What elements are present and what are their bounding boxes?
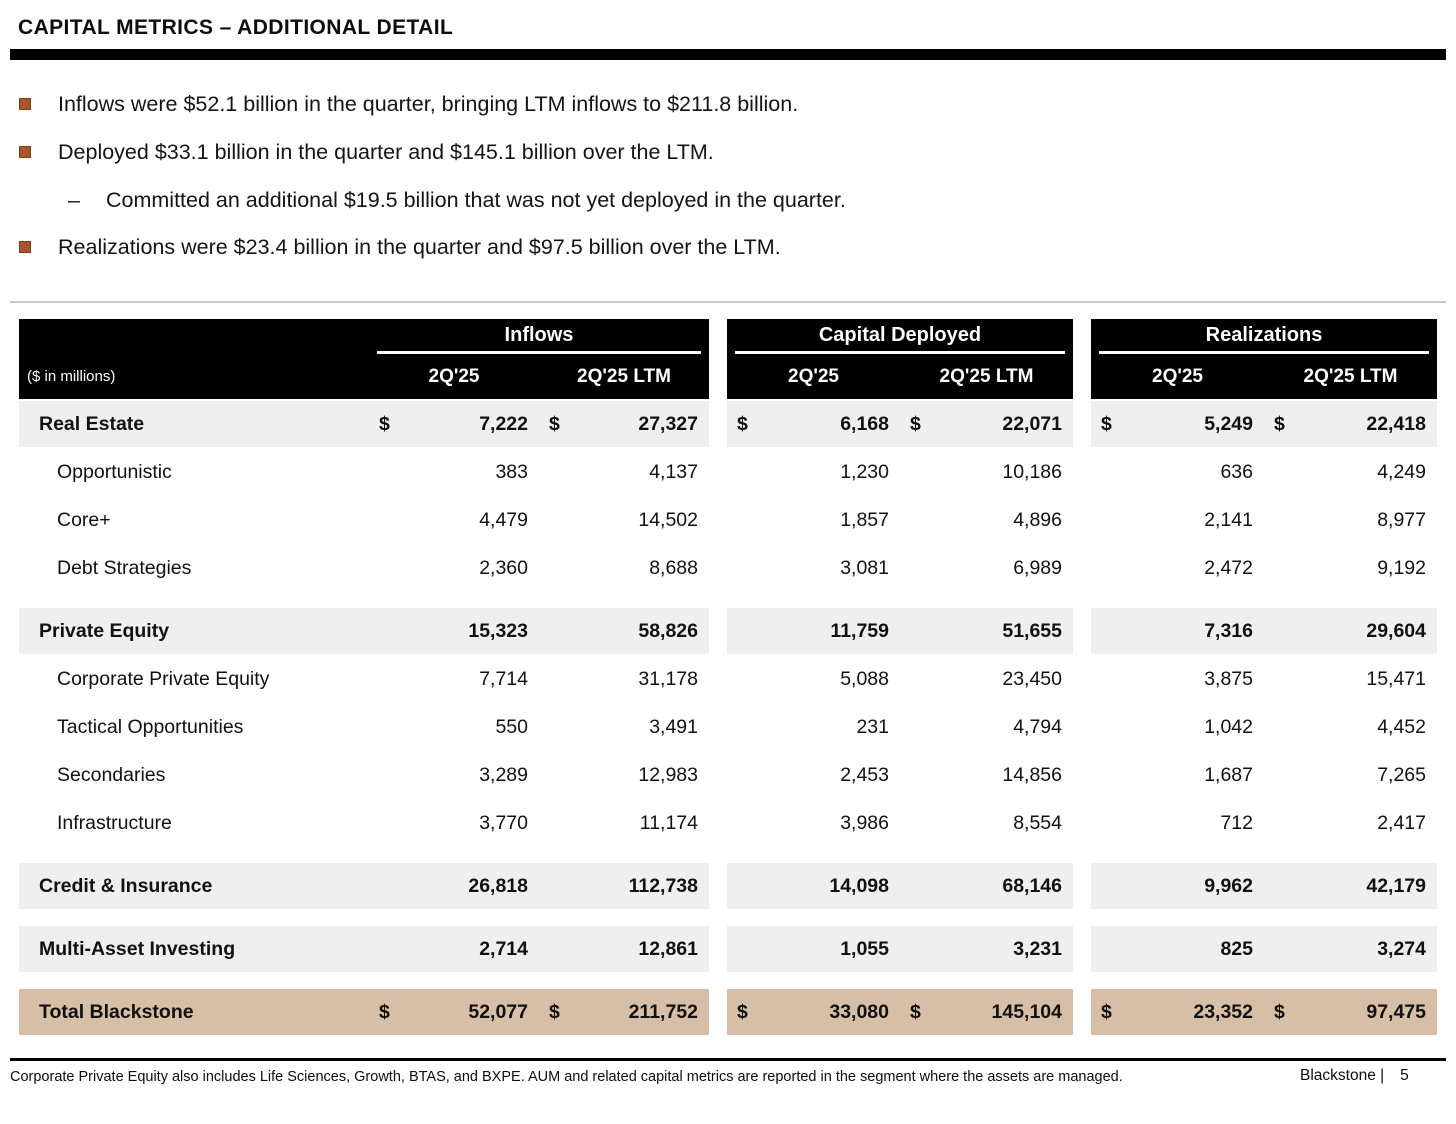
footer-brand — [1300, 1067, 1409, 1087]
table-row-multi-asset-investing — [19, 926, 1437, 972]
value: 22,418 — [1366, 412, 1426, 435]
value: 4,896 — [1013, 508, 1062, 531]
row-label: Private Equity — [39, 619, 170, 642]
value: 26,818 — [468, 874, 528, 897]
dollar-sign: $ — [910, 1000, 921, 1023]
value: 2,714 — [479, 937, 528, 960]
value: 211,752 — [628, 1000, 698, 1023]
bullet-list — [10, 92, 1446, 261]
value: 58,826 — [638, 619, 698, 642]
sub-bullet-item: – Committed an additional $19.5 billion that was not yet deployed in the quarter. — [10, 188, 1446, 214]
column-header: 2Q'25 LTM — [1303, 365, 1398, 387]
value-cell — [369, 863, 539, 909]
value-cell — [1091, 545, 1264, 591]
value-cell — [539, 608, 709, 654]
value: 8,977 — [1377, 508, 1426, 531]
table-row-private-equity — [19, 608, 1437, 654]
value: 51,655 — [1002, 619, 1062, 642]
value: 11,174 — [639, 811, 698, 834]
table-row-corporate-private-equity — [19, 656, 1437, 702]
value-cell — [727, 401, 900, 447]
table-row-tactical-opportunities — [19, 704, 1437, 750]
dollar-sign: $ — [737, 1000, 748, 1023]
value-cell — [1264, 656, 1437, 702]
value-cell — [727, 449, 900, 495]
dollar-sign: $ — [1101, 1000, 1112, 1023]
value-cell — [369, 989, 539, 1035]
column-header: 2Q'25 — [1152, 365, 1203, 387]
value: 23,352 — [1193, 1000, 1253, 1023]
value-cell — [1264, 449, 1437, 495]
value-cell — [900, 863, 1073, 909]
value: 52,077 — [468, 1000, 528, 1023]
value-cell — [369, 656, 539, 702]
value-cell — [727, 656, 900, 702]
value-cell — [1091, 401, 1264, 447]
value: 4,137 — [649, 460, 698, 483]
value: 12,983 — [638, 763, 698, 786]
value: 31,178 — [638, 667, 698, 690]
header-group-capital-deployed — [727, 319, 1073, 399]
value-cell — [1264, 497, 1437, 543]
value: 4,479 — [479, 508, 528, 531]
value-cell — [727, 800, 900, 846]
value-cell — [1264, 800, 1437, 846]
value: 2,141 — [1204, 508, 1253, 531]
value: 33,080 — [829, 1000, 889, 1023]
value: 3,491 — [649, 715, 698, 738]
group-title-inflows: Inflows — [377, 319, 701, 354]
value-cell — [1091, 497, 1264, 543]
value-cell — [539, 752, 709, 798]
table-row-credit-insurance — [19, 863, 1437, 909]
row-label: Multi-Asset Investing — [39, 937, 236, 960]
value-cell — [727, 989, 900, 1035]
value-cell — [369, 401, 539, 447]
value-cell — [1264, 989, 1437, 1035]
value-cell — [1264, 863, 1437, 909]
table-row-real-estate — [19, 401, 1437, 447]
value-cell — [539, 497, 709, 543]
value: 5,088 — [840, 667, 889, 690]
value-cell — [1264, 401, 1437, 447]
value: 383 — [495, 460, 528, 483]
row-label: Opportunistic — [57, 460, 172, 483]
header-group-realizations — [1091, 319, 1437, 399]
value-cell — [539, 449, 709, 495]
value-cell — [369, 752, 539, 798]
value-cell — [1264, 545, 1437, 591]
row-label: Core+ — [57, 508, 111, 531]
value: 712 — [1220, 811, 1253, 834]
row-label: Tactical Opportunities — [57, 715, 244, 738]
value: 4,794 — [1013, 715, 1062, 738]
value-cell — [1264, 752, 1437, 798]
value: 68,146 — [1002, 874, 1062, 897]
value: 3,875 — [1204, 667, 1253, 690]
footnote: Corporate Private Equity also includes Life Sciences, Growth, BTAS, and BXPE. AUM and related capital metrics are reported in the segment where the assets are managed. — [10, 1069, 1123, 1085]
page-number: 5 — [1400, 1067, 1409, 1085]
value-cell — [900, 656, 1073, 702]
value: 550 — [495, 715, 528, 738]
value: 2,360 — [479, 556, 528, 579]
group-title-realizations: Realizations — [1099, 319, 1429, 354]
bullet-item: Deployed $33.1 billion in the quarter and $145.1 billion over the LTM. — [10, 140, 1446, 166]
value-cell — [727, 608, 900, 654]
value-cell — [727, 497, 900, 543]
table-row-total-blackstone — [19, 989, 1437, 1035]
table-row-infrastructure — [19, 800, 1437, 846]
row-label: Infrastructure — [57, 811, 172, 834]
value: 1,857 — [840, 508, 889, 531]
column-header: 2Q'25 LTM — [939, 365, 1034, 387]
table-row-core — [19, 497, 1437, 543]
units-label: ($ in millions) — [27, 368, 116, 386]
value: 6,168 — [840, 412, 889, 435]
header-group-inflows — [19, 319, 709, 399]
value: 2,453 — [840, 763, 889, 786]
value: 9,962 — [1204, 874, 1253, 897]
value-cell — [369, 545, 539, 591]
dollar-sign: $ — [737, 412, 748, 435]
row-label: Corporate Private Equity — [57, 667, 270, 690]
table-row-secondaries — [19, 752, 1437, 798]
brand-label: Blackstone | — [1300, 1067, 1385, 1085]
value: 15,323 — [468, 619, 528, 642]
table-row-opportunistic — [19, 449, 1437, 495]
row-label: Real Estate — [39, 412, 145, 435]
column-header: 2Q'25 — [788, 365, 839, 387]
value-cell — [539, 926, 709, 972]
value-cell — [539, 545, 709, 591]
value-cell — [1091, 926, 1264, 972]
column-header: 2Q'25 — [428, 365, 480, 387]
column-header: 2Q'25 LTM — [577, 365, 671, 387]
value: 8,688 — [649, 556, 698, 579]
value: 23,450 — [1002, 667, 1062, 690]
row-label: Credit & Insurance — [39, 874, 213, 897]
value-cell — [1264, 926, 1437, 972]
value: 3,231 — [1013, 937, 1062, 960]
value: 14,502 — [638, 508, 698, 531]
value-cell — [369, 497, 539, 543]
value-cell — [1091, 989, 1264, 1035]
value-cell — [727, 752, 900, 798]
value-cell — [900, 926, 1073, 972]
value: 636 — [1220, 460, 1253, 483]
value: 11,759 — [830, 619, 889, 642]
value-cell — [900, 449, 1073, 495]
value-cell — [727, 926, 900, 972]
page-title: CAPITAL METRICS – ADDITIONAL DETAIL — [18, 16, 454, 39]
value: 14,856 — [1002, 763, 1062, 786]
value: 27,327 — [638, 412, 698, 435]
value: 42,179 — [1366, 874, 1426, 897]
value-cell — [727, 545, 900, 591]
value: 825 — [1220, 937, 1253, 960]
value-cell — [900, 989, 1073, 1035]
slide-footer — [10, 1058, 1446, 1087]
value: 1,042 — [1204, 715, 1253, 738]
table-top-divider — [10, 301, 1446, 303]
value-cell — [1091, 608, 1264, 654]
value: 14,098 — [829, 874, 889, 897]
value-cell — [539, 656, 709, 702]
dollar-sign: $ — [379, 1000, 390, 1023]
value: 231 — [856, 715, 889, 738]
value-cell — [369, 800, 539, 846]
dollar-sign: $ — [1274, 1000, 1285, 1023]
value-cell — [727, 863, 900, 909]
value: 145,104 — [991, 1000, 1062, 1023]
value-cell — [369, 926, 539, 972]
value-cell — [539, 989, 709, 1035]
dollar-sign: $ — [549, 412, 560, 435]
value-cell — [369, 608, 539, 654]
value: 9,192 — [1377, 556, 1426, 579]
value: 1,230 — [840, 460, 889, 483]
row-label: Total Blackstone — [39, 1000, 194, 1023]
value-cell — [900, 608, 1073, 654]
row-label: Debt Strategies — [57, 556, 192, 579]
value: 3,274 — [1377, 937, 1426, 960]
value: 2,417 — [1377, 811, 1426, 834]
value-cell — [900, 401, 1073, 447]
value-cell — [1091, 752, 1264, 798]
value-cell — [369, 449, 539, 495]
value-cell — [727, 704, 900, 750]
value: 12,861 — [638, 937, 698, 960]
value: 6,989 — [1013, 556, 1062, 579]
value: 3,081 — [840, 556, 889, 579]
value: 7,316 — [1204, 619, 1253, 642]
bullet-item: Inflows were $52.1 billion in the quarter, bringing LTM inflows to $211.8 billion. — [10, 92, 1446, 118]
value-cell — [900, 752, 1073, 798]
value-cell — [1091, 656, 1264, 702]
dollar-sign: $ — [1274, 412, 1285, 435]
value: 3,770 — [479, 811, 528, 834]
value-cell — [539, 863, 709, 909]
value-cell — [1264, 608, 1437, 654]
value: 97,475 — [1366, 1000, 1426, 1023]
value-cell — [900, 704, 1073, 750]
value-cell — [900, 800, 1073, 846]
value: 15,471 — [1366, 667, 1426, 690]
title-divider — [10, 49, 1446, 60]
value: 3,289 — [479, 763, 528, 786]
table-row-debt-strategies — [19, 545, 1437, 591]
dollar-sign: $ — [379, 412, 390, 435]
value: 7,714 — [479, 667, 528, 690]
dollar-sign: $ — [910, 412, 921, 435]
value: 4,452 — [1377, 715, 1426, 738]
value: 1,055 — [840, 937, 889, 960]
value: 5,249 — [1204, 412, 1253, 435]
dollar-sign: $ — [549, 1000, 560, 1023]
group-title-capital-deployed: Capital Deployed — [735, 319, 1065, 354]
value-cell — [539, 401, 709, 447]
value: 7,222 — [479, 412, 528, 435]
value: 1,687 — [1204, 763, 1253, 786]
value-cell — [900, 497, 1073, 543]
capital-metrics-table — [19, 319, 1437, 1035]
value-cell — [369, 704, 539, 750]
dollar-sign: $ — [1101, 412, 1112, 435]
row-label: Secondaries — [57, 763, 166, 786]
bullet-item: Realizations were $23.4 billion in the quarter and $97.5 billion over the LTM. — [10, 235, 1446, 261]
table-header-row — [19, 319, 1437, 399]
value: 10,186 — [1002, 460, 1062, 483]
value-cell — [900, 545, 1073, 591]
value-cell — [1264, 704, 1437, 750]
value-cell — [539, 800, 709, 846]
value: 2,472 — [1204, 556, 1253, 579]
footer-divider — [10, 1058, 1446, 1061]
value-cell — [1091, 863, 1264, 909]
value: 112,738 — [628, 874, 698, 897]
value: 3,986 — [840, 811, 889, 834]
value-cell — [539, 704, 709, 750]
value: 29,604 — [1366, 619, 1426, 642]
value-cell — [1091, 800, 1264, 846]
value: 7,265 — [1377, 763, 1426, 786]
value-cell — [1091, 449, 1264, 495]
value: 4,249 — [1377, 460, 1426, 483]
value: 8,554 — [1013, 811, 1062, 834]
value: 22,071 — [1002, 412, 1062, 435]
value-cell — [1091, 704, 1264, 750]
